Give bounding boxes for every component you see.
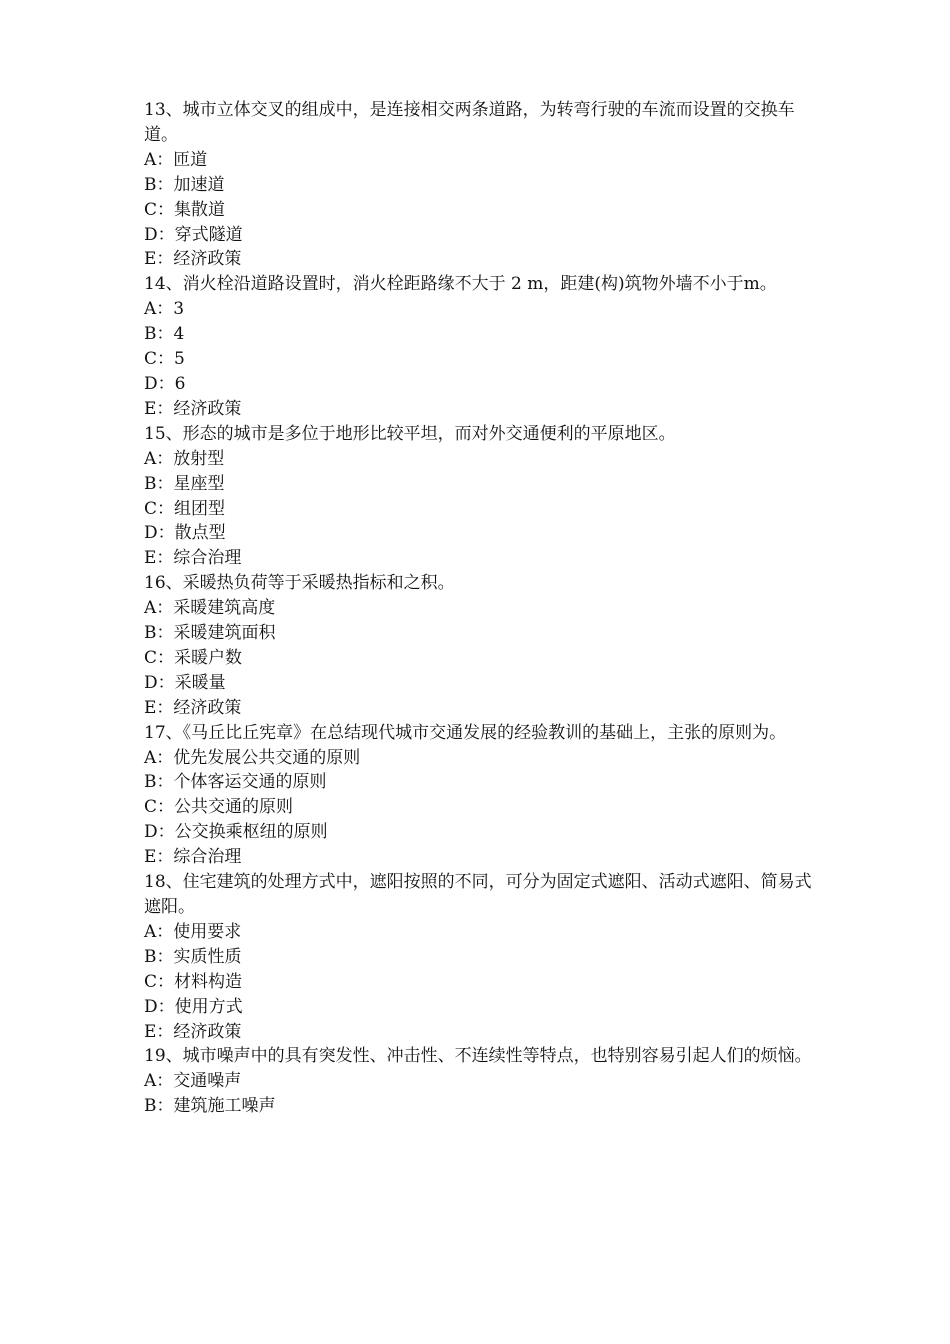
option-c: C：5 (144, 349, 185, 370)
option-d: D：穿式隧道 (144, 224, 243, 245)
option-a: A：采暖建筑高度 (144, 598, 276, 619)
question-text: 14、消火栓沿道路设置时，消火栓距路缘不大于 2 m，距建(构)筑物外墙不小于m。 (144, 274, 777, 295)
question-list (144, 98, 816, 1119)
question-text: 16、采暖热负荷等于采暖热指标和之积。 (144, 573, 455, 594)
option-d: D：使用方式 (144, 996, 243, 1017)
option-b: B：采暖建筑面积 (144, 623, 276, 644)
option-d: D：公交换乘枢纽的原则 (144, 822, 328, 843)
option-a: A：交通噪声 (144, 1071, 242, 1092)
option-a: A：匝道 (144, 149, 208, 170)
question-text: 18、住宅建筑的处理方式中，遮阳按照的不同，可分为固定式遮阳、活动式遮阳、简易式遮阳。 (144, 872, 812, 917)
option-e: E：综合治理 (144, 847, 242, 868)
option-b: B：加速道 (144, 174, 225, 195)
option-d: D：散点型 (144, 523, 226, 544)
option-a: A：放射型 (144, 448, 225, 469)
question-15 (144, 422, 816, 571)
option-a: A：使用要求 (144, 921, 242, 942)
option-d: D：6 (144, 373, 186, 394)
option-e: E：经济政策 (144, 249, 242, 270)
option-c: C：组团型 (144, 498, 226, 519)
option-c: C：材料构造 (144, 971, 243, 992)
question-14 (144, 272, 816, 421)
option-e: E：经济政策 (144, 398, 242, 419)
question-19 (144, 1044, 816, 1119)
option-e: E：综合治理 (144, 548, 242, 569)
option-b: B：个体客运交通的原则 (144, 772, 327, 793)
question-16 (144, 571, 816, 720)
option-e: E：经济政策 (144, 697, 242, 718)
option-c: C：集散道 (144, 199, 226, 220)
option-b: B：4 (144, 324, 185, 345)
question-text: 19、城市噪声中的具有突发性、冲击性、不连续性等特点，也特别容易引起人们的烦恼。 (144, 1046, 812, 1067)
question-text: 13、城市立体交叉的组成中，是连接相交两条道路，为转弯行驶的车流而设置的交换车道。 (144, 100, 795, 145)
option-b: B：实质性质 (144, 946, 242, 967)
option-a: A：优先发展公共交通的原则 (144, 747, 361, 768)
option-d: D：采暖量 (144, 672, 226, 693)
option-c: C：采暖户数 (144, 647, 243, 668)
question-text: 17、《马丘比丘宪章》在总结现代城市交通发展的经验教训的基础上，主张的原则为。 (144, 722, 787, 743)
question-text: 15、形态的城市是多位于地形比较平坦，而对外交通便利的平原地区。 (144, 423, 676, 444)
option-a: A：3 (144, 299, 185, 320)
option-b: B：建筑施工噪声 (144, 1096, 276, 1117)
question-13 (144, 98, 816, 272)
option-c: C：公共交通的原则 (144, 797, 294, 818)
option-b: B：星座型 (144, 473, 225, 494)
question-17 (144, 721, 816, 870)
question-18 (144, 870, 816, 1044)
option-e: E：经济政策 (144, 1021, 242, 1042)
